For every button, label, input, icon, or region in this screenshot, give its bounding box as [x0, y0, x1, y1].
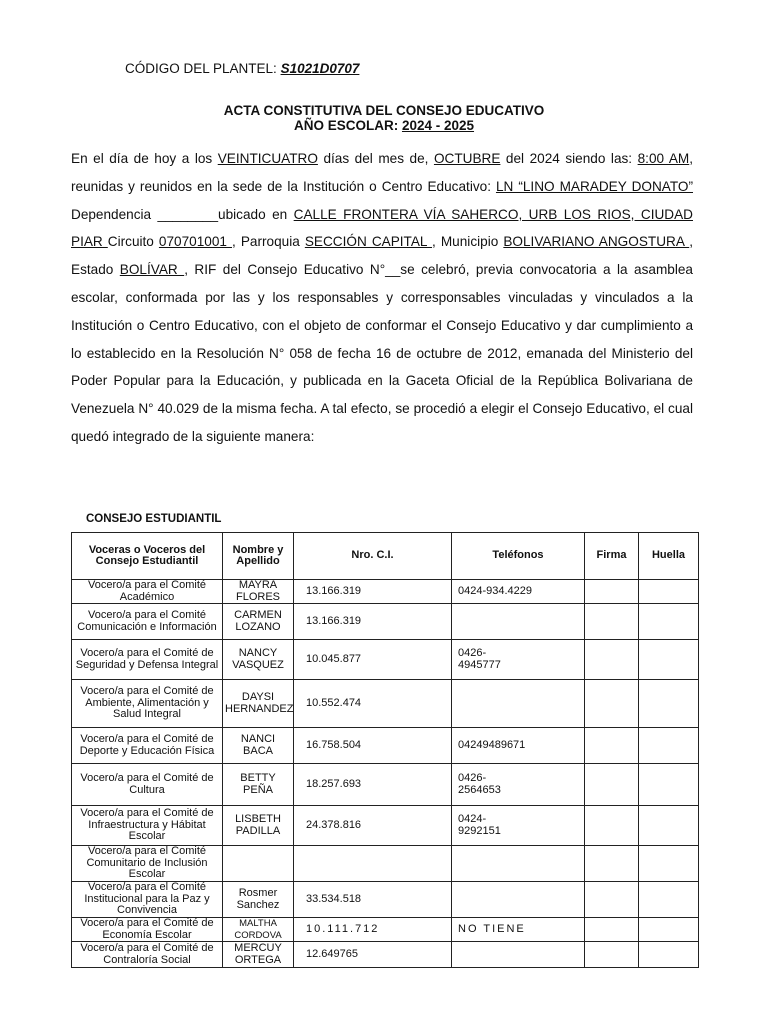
body-text-10: , RIF del Consejo Educativo N°__se celebró, previa convocatoria a la asamblea escolar, conformada por las y los responsables y corresponsables vinculadas y vinculados a la Institución o Centro Educativo, con el objeto de conformar el Consejo Educativo y dar cumplimiento a lo establecido en la Resolución N° 058 de fecha 16 de octubre de 2012, emanada del Ministerio del Poder Popular para la Educación, y publicada en la Gaceta Oficial de la República Bolivariana de Venezuela N° 40.029 de la misma fecha. A tal efecto, se procedió a elegir el Consejo Educativo, el cual quedó integrado de la siguiente manera:	[71, 262, 693, 444]
role-cell: Vocero/a para el Comité de Contraloría Social	[72, 942, 223, 968]
fingerprint-cell[interactable]	[639, 846, 699, 882]
body-text-9: , Estado	[71, 234, 693, 278]
phone-cell: 0424- 9292151	[452, 806, 585, 846]
circuit-field: 070701001	[158, 234, 233, 250]
school-code-line	[125, 61, 359, 76]
table-row	[72, 728, 699, 764]
header-role: Voceras o Voceros del Consejo Estudiantil	[72, 533, 223, 580]
ci-cell: 12.649765	[294, 942, 452, 968]
phone-cell: NO TIENE	[452, 918, 585, 942]
header-phone: Teléfonos	[452, 533, 585, 580]
role-cell: Vocero/a para el Comité de Economía Escolar	[72, 918, 223, 942]
table-row	[72, 680, 699, 728]
school-code-label: CÓDIGO DEL PLANTEL:	[125, 61, 277, 76]
signature-cell[interactable]	[585, 604, 639, 640]
ci-cell: 33.534.518	[294, 882, 452, 918]
body-text-8: , Municipio	[432, 234, 504, 250]
municipality-field: BOLIVARIANO ANGOSTURA	[503, 234, 690, 250]
month-field: OCTUBRE	[433, 151, 501, 166]
document-title: ACTA CONSTITUTIVA DEL CONSEJO EDUCATIVO	[223, 103, 545, 118]
name-cell	[223, 846, 294, 882]
signature-cell[interactable]	[585, 806, 639, 846]
time-field: 8:00 AM	[637, 151, 690, 166]
ci-cell: 13.166.319	[294, 580, 452, 604]
signature-cell[interactable]	[585, 580, 639, 604]
role-cell: Vocero/a para el Comité de Deporte y Educación Física	[72, 728, 223, 764]
ci-cell: 10.552.474	[294, 680, 452, 728]
header-name: Nombre y Apellido	[223, 533, 294, 580]
table-row	[72, 918, 699, 942]
name-cell: MALTHA CORDOVA	[223, 918, 294, 942]
phone-cell: 0426- 2564653	[452, 764, 585, 806]
signature-cell[interactable]	[585, 942, 639, 968]
school-year-value: 2024 - 2025	[401, 118, 475, 133]
table-row	[72, 604, 699, 640]
name-cell: LISBETH PADILLA	[223, 806, 294, 846]
fingerprint-cell[interactable]	[639, 680, 699, 728]
school-name-field: LN “LINO MARADEY DONATO”	[495, 178, 693, 194]
header-signature: Firma	[585, 533, 639, 580]
fingerprint-cell[interactable]	[639, 942, 699, 968]
section-label: CONSEJO ESTUDIANTIL	[86, 513, 222, 525]
table-row	[72, 882, 699, 918]
name-cell: MAYRA FLORES	[223, 580, 294, 604]
signature-cell[interactable]	[585, 846, 639, 882]
signature-cell[interactable]	[585, 728, 639, 764]
phone-cell: 0424-934.4229	[452, 580, 585, 604]
phone-cell	[452, 604, 585, 640]
table-row	[72, 640, 699, 680]
body-text-4: , reunidas y reunidos en la sede de la Institución o Centro Educativo:	[71, 151, 694, 194]
fingerprint-cell[interactable]	[639, 764, 699, 806]
phone-cell: 04249489671	[452, 728, 585, 764]
school-year-line	[0, 118, 768, 133]
school-year-label: AÑO ESCOLAR:	[293, 118, 399, 133]
header-ci: Nro. C.I.	[294, 533, 452, 580]
fingerprint-cell[interactable]	[639, 728, 699, 764]
table-row	[72, 764, 699, 806]
fingerprint-cell[interactable]	[639, 882, 699, 918]
body-text-7: , Parroquia	[232, 234, 305, 250]
name-cell: DAYSI HERNANDEZ	[223, 680, 294, 728]
phone-cell	[452, 942, 585, 968]
phone-cell	[452, 882, 585, 918]
student-council-table	[71, 532, 699, 968]
table-row	[72, 846, 699, 882]
role-cell: Vocero/a para el Comité Comunitario de Inclusión Escolar	[72, 846, 223, 882]
table-row	[72, 580, 699, 604]
phone-cell	[452, 846, 585, 882]
header-fingerprint: Huella	[639, 533, 699, 580]
signature-cell[interactable]	[585, 680, 639, 728]
signature-cell[interactable]	[585, 764, 639, 806]
name-cell: NANCI BACA	[223, 728, 294, 764]
role-cell: Vocero/a para el Comité Académico	[72, 580, 223, 604]
ci-cell: 18.257.693	[294, 764, 452, 806]
phone-cell	[452, 680, 585, 728]
role-cell: Vocero/a para el Comité Institucional para la Paz y Convivencia	[72, 882, 223, 918]
fingerprint-cell[interactable]	[639, 806, 699, 846]
fingerprint-cell[interactable]	[639, 918, 699, 942]
day-field: VEINTICUATRO	[217, 151, 318, 166]
name-cell: MERCUY ORTEGA	[223, 942, 294, 968]
name-cell: Rosmer Sanchez	[223, 882, 294, 918]
act-body-paragraph	[71, 145, 693, 451]
fingerprint-cell[interactable]	[639, 580, 699, 604]
ci-cell: 24.378.816	[294, 806, 452, 846]
phone-cell: 0426- 4945777	[452, 640, 585, 680]
fingerprint-cell[interactable]	[639, 604, 699, 640]
role-cell: Vocero/a para el Comité de Infraestructura y Hábitat Escolar	[72, 806, 223, 846]
name-cell: BETTY PEÑA	[223, 764, 294, 806]
ci-cell	[294, 846, 452, 882]
body-text-5: Dependencia ________ubicado en	[71, 206, 294, 222]
ci-cell: 10.111.712	[294, 918, 452, 942]
signature-cell[interactable]	[585, 882, 639, 918]
ci-cell: 13.166.319	[294, 604, 452, 640]
role-cell: Vocero/a para el Comité Comunicación e Información	[72, 604, 223, 640]
body-text-1: En el día de hoy a los	[71, 151, 218, 166]
body-text-2: días del mes de,	[317, 151, 434, 166]
table-header-row	[72, 533, 699, 580]
body-text-3: del 2024 siendo las:	[500, 151, 638, 166]
ci-cell: 10.045.877	[294, 640, 452, 680]
fingerprint-cell[interactable]	[639, 640, 699, 680]
table-row	[72, 942, 699, 968]
parish-field: SECCIÓN CAPITAL	[304, 234, 433, 250]
body-text-6: Circuito	[107, 234, 159, 250]
name-cell: CARMEN LOZANO	[223, 604, 294, 640]
address-field: CALLE FRONTERA VÍA SAHERCO, URB LOS RIOS, CIUDAD PIAR	[71, 206, 693, 250]
role-cell: Vocero/a para el Comité de Ambiente, Alimentación y Salud Integral	[72, 680, 223, 728]
state-field: BOLÍVAR	[119, 262, 185, 278]
school-code-value: S1021D0707	[280, 61, 360, 76]
table-row	[72, 806, 699, 846]
role-cell: Vocero/a para el Comité de Seguridad y Defensa Integral	[72, 640, 223, 680]
signature-cell[interactable]	[585, 640, 639, 680]
ci-cell: 16.758.504	[294, 728, 452, 764]
name-cell: NANCY VASQUEZ	[223, 640, 294, 680]
role-cell: Vocero/a para el Comité de Cultura	[72, 764, 223, 806]
signature-cell[interactable]	[585, 918, 639, 942]
